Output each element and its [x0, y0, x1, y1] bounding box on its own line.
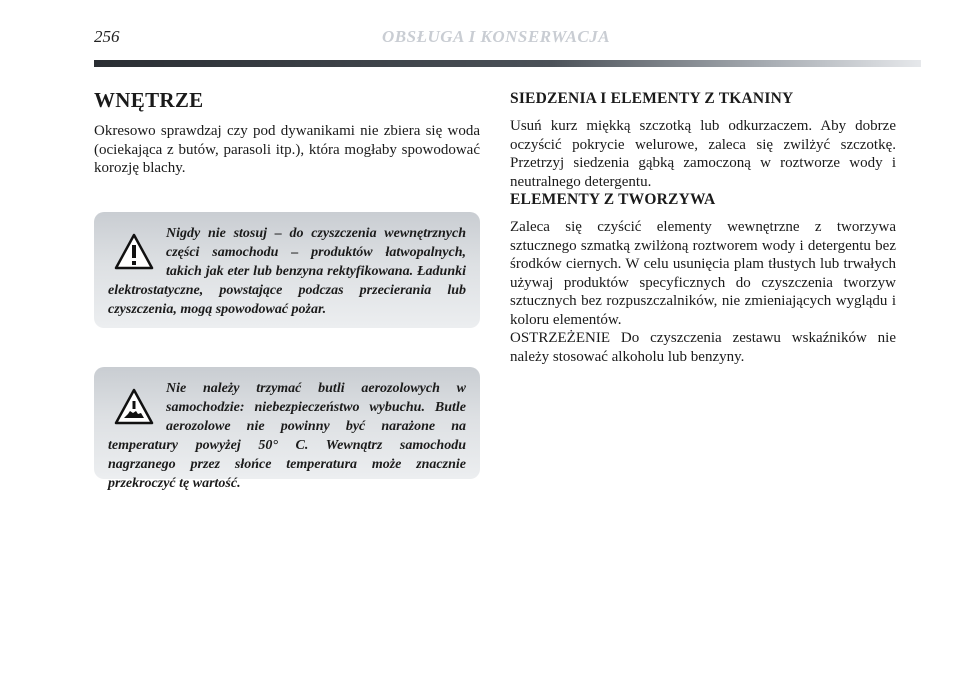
- warning-box-aerosol: [94, 367, 480, 491]
- section-title: WNĘTRZE: [94, 88, 204, 112]
- seats-title: SIEDZENIA I ELEMENTY Z TKANINY: [510, 90, 794, 107]
- warning-text-aerosol: Nie należy trzymać butli aerozolowych w samochodzie: niebezpieczeństwo wybuchu. Butle aerozolowe nie powinny być narażone na temperatury powyżej 50° C. Wewnątrz samochodu nagrzanego przez słońce temperatura może znacznie przekroczyć tę wartość.: [108, 381, 466, 491]
- page-number: 256: [94, 27, 120, 46]
- running-header: OBSŁUGA I KONSERWACJA: [382, 27, 611, 46]
- header-divider-bar: [94, 60, 921, 67]
- warning-triangle-icon: [114, 232, 154, 272]
- aerosol-warning-icon: [114, 387, 154, 427]
- intro-paragraph: Okresowo sprawdzaj czy pod dywanikami nie zbiera się woda (ociekająca z butów, parasoli itp.), która mogłaby spowodować korozję blachy.: [94, 123, 480, 176]
- warning-text-flammable: Nigdy nie stosuj – do czyszczenia wewnętrznych części samochodu – produktów łatwopalnych, takich jak eter lub benzyna rektyfikowana. Ładunki elektrostatyczne, powstające podczas przecierania lub czyszczenia, mogą spowodować pożar.: [108, 226, 466, 317]
- plastic-title: ELEMENTY Z TWORZYWA: [510, 191, 716, 208]
- caution-paragraph: OSTRZEŻENIE Do czyszczenia zestawu wskaźników nie należy stosować alkoholu lub benzyny.: [510, 330, 896, 365]
- right-column: [510, 90, 896, 366]
- warning-box-flammable: [94, 212, 480, 328]
- left-column: [94, 88, 480, 178]
- plastic-paragraph: Zaleca się czyścić elementy wewnętrzne z tworzywa sztucznego szmatką zwilżoną roztworem wody i detergentu bez środków ciernych. W celu usunięcia plam tłustych lub trwałych używaj produktów specyficznych do czyszczenia tworzyw sztucznych bez rozpuszczalników, nie zmieniających wyglądu i koloru elementów.: [510, 219, 896, 328]
- seats-paragraph: Usuń kurz miękką szczotką lub odkurzaczem. Aby dobrze oczyścić pokrycie welurowe, zaleca się zwilżyć szczotkę. Przetrzyj siedzenia gąbką zamoczoną w roztworze wody i neutralnego detergentu.: [510, 118, 896, 190]
